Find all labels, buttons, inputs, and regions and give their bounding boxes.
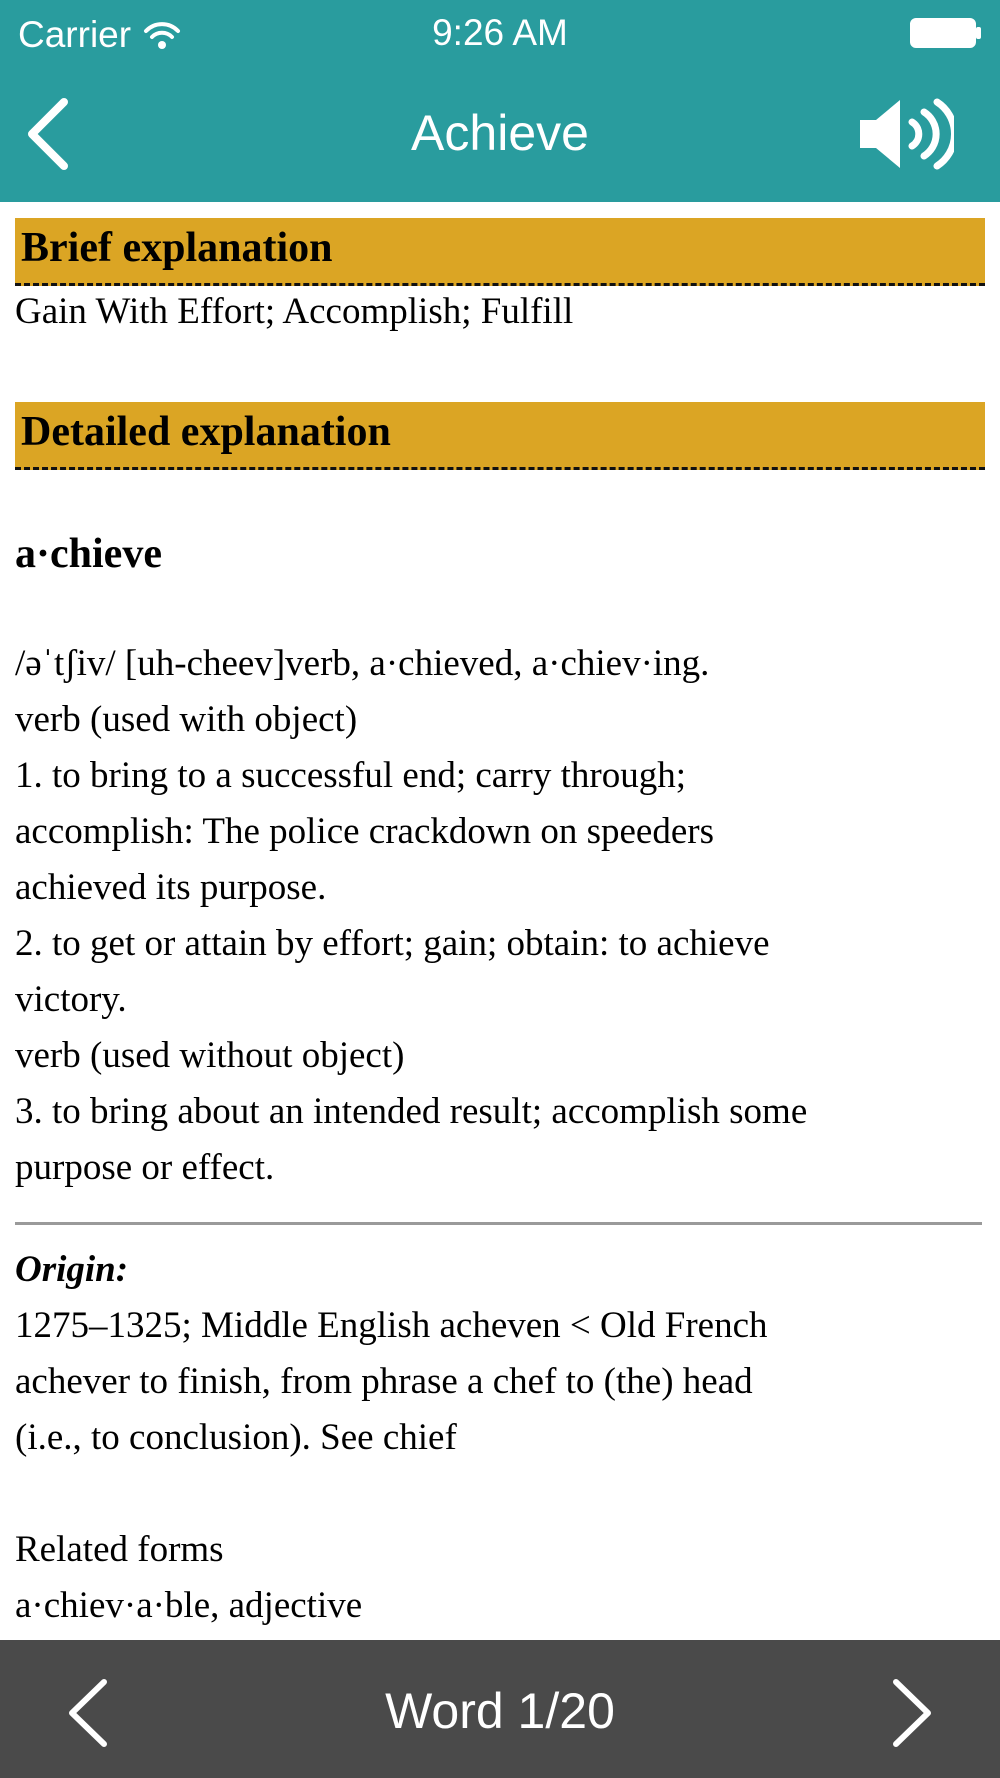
definition-line: accomplish: The police crackdown on speeders — [15, 811, 714, 852]
definition-line: achieved its purpose. — [15, 867, 327, 908]
carrier-label: Carrier — [18, 14, 132, 55]
bottom-toolbar — [0, 1640, 1000, 1778]
speaker-icon[interactable] — [858, 96, 954, 172]
word-counter: Word 1/20 — [385, 1683, 615, 1739]
headword: a·chieve — [15, 531, 162, 577]
header — [0, 0, 1000, 202]
definition-line: victory. — [15, 979, 127, 1020]
next-chevron-icon[interactable] — [886, 1676, 936, 1750]
brief-section-header — [15, 218, 985, 286]
origin-line: 1275–1325; Middle English acheven < Old French — [15, 1305, 768, 1346]
related-form-line: a·chiev·a·ble, adjective — [15, 1585, 363, 1626]
definition-line: purpose or effect. — [15, 1147, 275, 1188]
related-forms-heading: Related forms — [15, 1529, 224, 1570]
status-time: 9:26 AM — [432, 12, 568, 53]
battery-icon — [910, 18, 982, 48]
detailed-heading: Detailed explanation — [21, 409, 391, 455]
definition-line: verb (used without object) — [15, 1035, 405, 1076]
origin-label: Origin: — [15, 1249, 129, 1290]
detailed-section-header — [15, 402, 985, 470]
definition-line: 2. to get or attain by effort; gain; obtain: to achieve — [15, 923, 770, 964]
definition-line: 3. to bring about an intended result; accomplish some — [15, 1091, 808, 1132]
origin-line: (i.e., to conclusion). See chief — [15, 1417, 457, 1458]
definition-content[interactable] — [0, 202, 1000, 1640]
page-title: Achieve — [411, 105, 589, 161]
origin-line: achever to finish, from phrase a chef to (the) head — [15, 1361, 753, 1402]
brief-heading: Brief explanation — [21, 225, 333, 271]
definition-line: verb (used with object) — [15, 699, 358, 740]
definition-line: /əˈtʃiv/ [uh-cheev]verb, a·chieved, a·chiev·ing. — [15, 643, 710, 684]
divider — [15, 1222, 982, 1225]
definition-line: 1. to bring to a successful end; carry through; — [15, 755, 686, 796]
brief-text: Gain With Effort; Accomplish; Fulfill — [15, 291, 574, 332]
